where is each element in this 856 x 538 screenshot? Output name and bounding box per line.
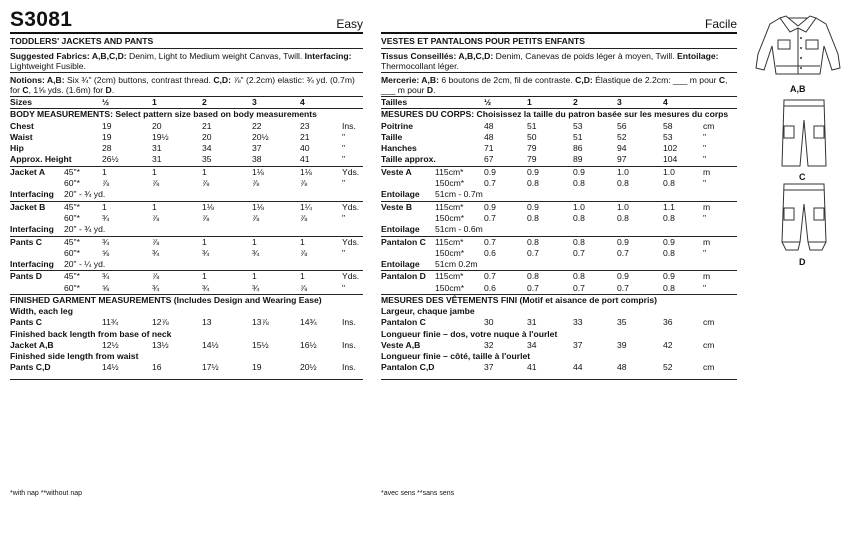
- size-header: ½: [102, 97, 110, 107]
- finished-subheading: Width, each leg: [10, 306, 73, 317]
- yardage-row: Jacket B 45"* 1 1 1⅛ 1⅛ 1¼ Yds.: [10, 201, 360, 212]
- finished-measurement-row: Pants C,D 14½ 16 17½ 19 20½ Ins.: [10, 361, 356, 372]
- body-measurement-row: Chest 19 20 21 22 23 Ins.: [10, 120, 356, 131]
- size-header: 4: [300, 97, 305, 107]
- section-title: TODDLERS' JACKETS AND PANTS: [10, 36, 154, 46]
- pattern-header: [10, 8, 363, 32]
- body-measurement-row: Taille approx. 67 79 89 97 104 ": [381, 154, 707, 165]
- interfacing-row: Entoilage 51cm 0.2m: [381, 259, 478, 270]
- english-column: [10, 8, 363, 380]
- yardage-row: 150cm* 0.6 0.7 0.7 0.7 0.8 ": [435, 247, 707, 258]
- body-measurement-row: Waist 19 19½ 20 20½ 21 ": [10, 131, 346, 142]
- yardage-row: 150cm* 0.6 0.7 0.7 0.7 0.8 ": [435, 282, 707, 293]
- size-header: 2: [573, 97, 578, 107]
- sizes-row: Sizes ½ 1 2 3 4: [10, 97, 305, 107]
- body-measurement-row: Poitrine 48 51 53 56 58 cm: [381, 120, 715, 131]
- size-header: 3: [617, 97, 622, 107]
- size-header: ½: [484, 97, 492, 107]
- finished-measurement-row: Pants C 11¾ 12⅞ 13 13⅞ 14¾ Ins.: [10, 317, 356, 328]
- interfacing-row: Entoilage 51cm - 0.6m: [381, 224, 483, 235]
- yardage-row: 60"* ⅝ ¾ ¾ ¾ ⅞ ": [64, 247, 346, 258]
- finished-measurement-row: Pantalon C 30 31 33 35 36 cm: [381, 317, 715, 328]
- pants-c-illustration: [776, 96, 832, 172]
- body-measurement-row: Hanches 71 79 86 94 102 ": [381, 143, 707, 154]
- finished-subheading: Finished back length from base of neck: [10, 328, 172, 339]
- figure-label-d: D: [799, 257, 806, 267]
- fabrics-paragraph: Tissus Conseillés: A,B,C,D: Denim, Canevas de poids léger à moyen, Twill. Entoilage: Thermocollant léger.: [381, 51, 719, 71]
- sizes-row: Tailles ½ 1 2 3 4: [381, 97, 668, 107]
- yardage-row: Pantalon D 115cm* 0.7 0.8 0.8 0.9 0.9 m: [381, 271, 711, 282]
- yardage-row: Veste A 115cm* 0.9 0.9 0.9 1.0 1.0 m: [381, 166, 711, 177]
- difficulty-level: Easy: [336, 17, 363, 31]
- divider: [381, 379, 737, 380]
- finished-subheading: Longueur finie – côté, taille à l'ourlet: [381, 350, 531, 361]
- yardage-row: Veste B 115cm* 0.9 0.9 1.0 1.0 1.1 m: [381, 201, 711, 212]
- section-title: VESTES ET PANTALONS POUR PETITS ENFANTS: [381, 36, 586, 46]
- size-header: 2: [202, 97, 207, 107]
- finished-measurement-row: Veste A,B 32 34 37 39 42 cm: [381, 339, 715, 350]
- yardage-row: 150cm* 0.7 0.8 0.8 0.8 0.8 ": [435, 178, 707, 189]
- jacket-illustration: [750, 8, 846, 80]
- yardage-row: 60"* ⅞ ⅞ ⅞ ⅞ ⅞ ": [64, 178, 346, 189]
- yardage-row: Pants C 45"* ¾ ⅞ 1 1 1 Yds.: [10, 236, 360, 247]
- body-measurement-row: Taille 48 50 51 52 53 ": [381, 131, 707, 142]
- yardage-row: Jacket A 45"* 1 1 1 1⅛ 1⅛ Yds.: [10, 166, 360, 177]
- finished-measurement-row: Pantalon C,D 37 41 44 48 52 cm: [381, 361, 715, 372]
- french-column: [381, 8, 737, 380]
- english-footnote: *with nap **without nap: [10, 490, 82, 497]
- pattern-header: [381, 8, 737, 32]
- finished-measurements-title: FINISHED GARMENT MEASUREMENTS (Includes Design and Wearing Ease): [10, 295, 322, 306]
- size-header: 3: [252, 97, 257, 107]
- pants-d-illustration: [776, 180, 832, 256]
- size-header: 4: [663, 97, 668, 107]
- body-measurement-row: Approx. Height 26½ 31 35 38 41 ": [10, 154, 346, 165]
- figure-label-ab: A,B: [790, 84, 806, 94]
- body-measurements-title: MESURES DU CORPS: Choisissez la taille du patron basée sur les mesures du corps: [381, 109, 729, 120]
- interfacing-row: Interfacing 20" - ¾ yd.: [10, 224, 106, 235]
- notions-paragraph: Mercerie: A,B: 6 boutons de 2cm, fil de contraste. C,D: Élastique de 2.2cm: ___ m pour C, ___ m pour D.: [381, 75, 728, 95]
- difficulty-level: Facile: [704, 17, 737, 31]
- size-header: 1: [152, 97, 157, 107]
- french-footnote: *avec sens **sans sens: [381, 490, 455, 497]
- pattern-number: S3081: [10, 8, 73, 31]
- yardage-row: 60"* ⅝ ¾ ¾ ¾ ⅞ ": [64, 282, 346, 293]
- finished-subheading: Finished side length from waist: [10, 350, 139, 361]
- yardage-row: Pants D 45"* ¾ ⅞ 1 1 1 Yds.: [10, 271, 360, 282]
- body-measurements-title: BODY MEASUREMENTS: Select pattern size based on body measurements: [10, 109, 317, 120]
- finished-subheading: Largeur, chaque jambe: [381, 306, 475, 317]
- yardage-row: Pantalon C 115cm* 0.7 0.8 0.8 0.9 0.9 m: [381, 236, 711, 247]
- yardage-row: 150cm* 0.7 0.8 0.8 0.8 0.8 ": [435, 212, 707, 223]
- interfacing-row: Interfacing 20" - ¾ yd.: [10, 189, 106, 200]
- notions-paragraph: Notions: A,B: Six ¾" (2cm) buttons, contrast thread. C,D: ⅞" (2.2cm) elastic: ¾ yd. (0.7m) for C, 1⅝ yds. (1.6m) for D.: [10, 75, 355, 95]
- fabrics-paragraph: Suggested Fabrics: A,B,C,D: Denim, Light to Medium weight Canvas, Twill. Interfacing: Lightweight Fusible.: [10, 51, 352, 71]
- figure-label-c: C: [799, 172, 806, 182]
- size-header: 1: [527, 97, 532, 107]
- finished-subheading: Longueur finie – dos, votre nuque à l'ourlet: [381, 328, 558, 339]
- divider: [10, 379, 363, 380]
- finished-measurement-row: Jacket A,B 12½ 13½ 14½ 15½ 16½ Ins.: [10, 339, 356, 350]
- interfacing-row: Interfacing 20" - ¼ yd.: [10, 259, 106, 270]
- body-measurement-row: Hip 28 31 34 37 40 ": [10, 143, 346, 154]
- interfacing-row: Entoilage 51cm - 0.7m: [381, 189, 483, 200]
- yardage-row: 60"* ¾ ⅞ ⅞ ⅞ ⅞ ": [64, 212, 346, 223]
- finished-measurements-title: MESURES DES VÊTEMENTS FINI (Motif et aisance de port compris): [381, 295, 657, 306]
